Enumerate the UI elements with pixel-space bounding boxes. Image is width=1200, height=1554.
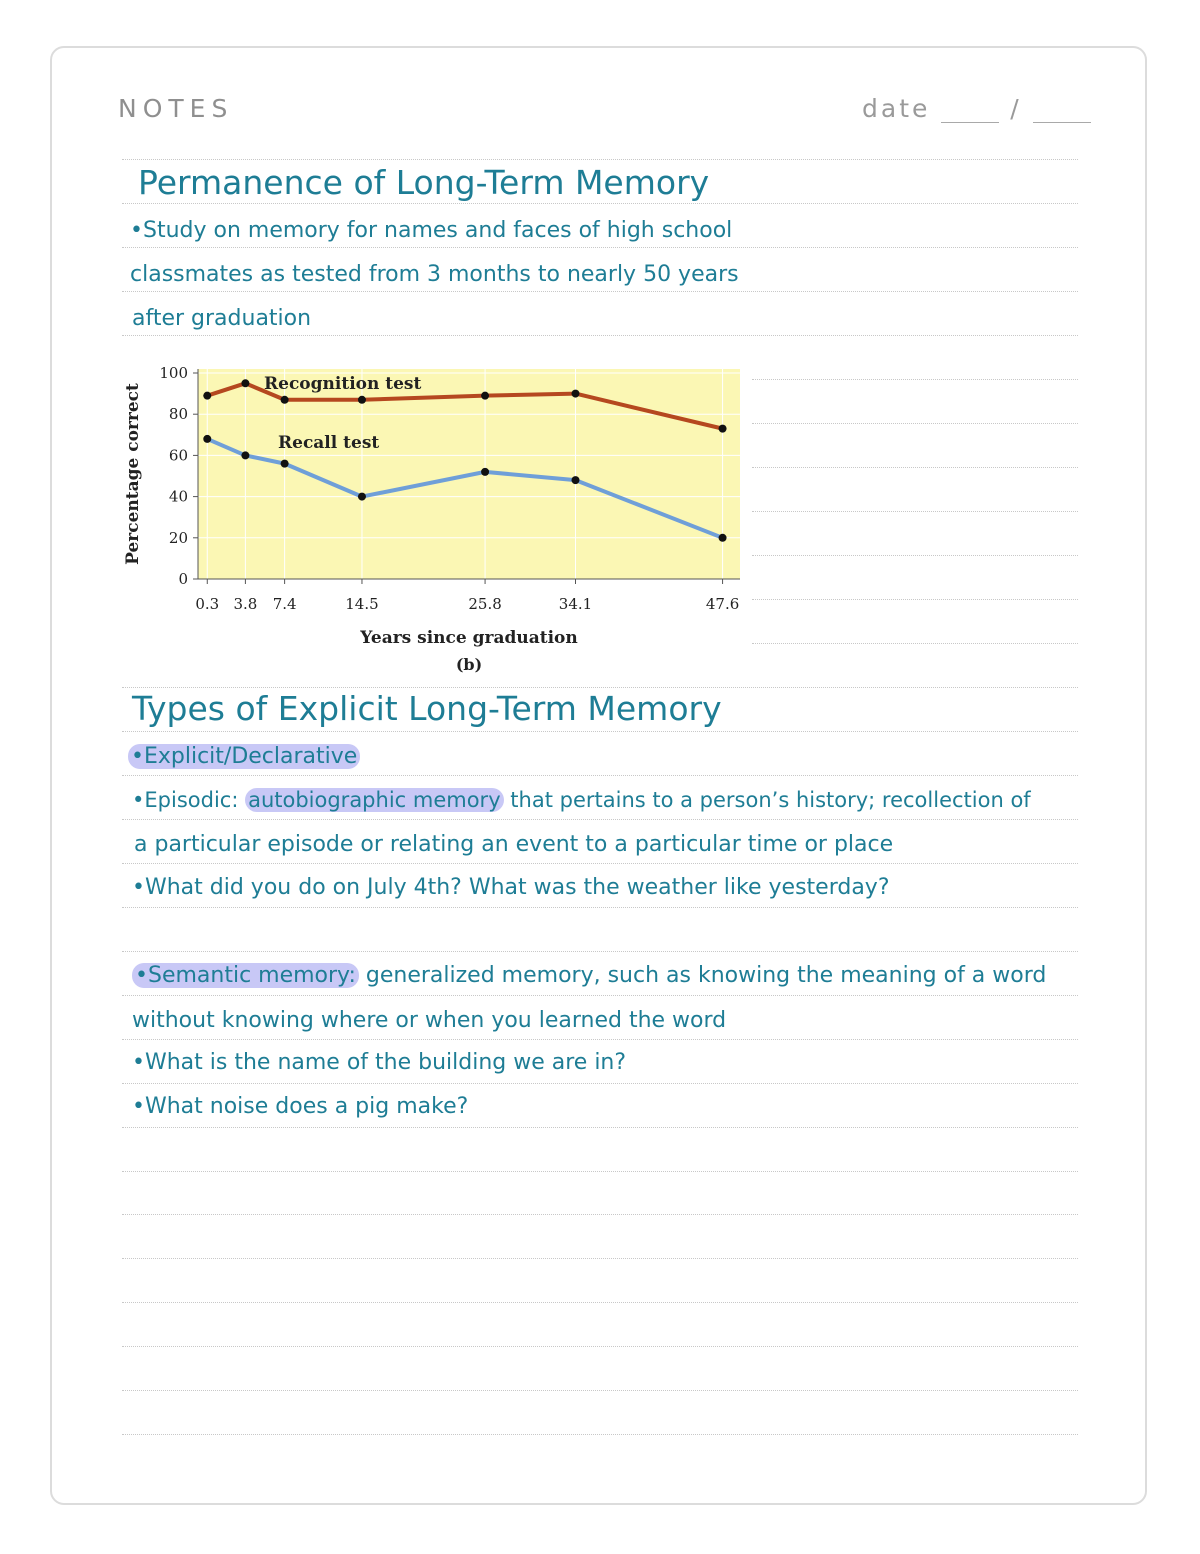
- highlight-semantic: •Semantic memory:: [132, 963, 359, 988]
- note-line-explicit: [128, 746, 360, 768]
- note-line: •What did you do on July 4th? What was the weather like yesterday?: [132, 875, 890, 900]
- data-point: [481, 392, 489, 400]
- highlight-explicit: •Explicit/Declarative: [128, 744, 360, 769]
- note-line: after graduation: [132, 306, 312, 331]
- data-point: [719, 534, 727, 542]
- data-point: [719, 425, 727, 433]
- data-point: [281, 460, 289, 468]
- data-point: [241, 451, 249, 459]
- section-title-types: Types of Explicit Long-Term Memory: [132, 689, 722, 728]
- data-point: [281, 396, 289, 404]
- ruled-line: [122, 731, 1078, 732]
- ruled-line: [122, 951, 1078, 952]
- note-line: classmates as tested from 3 months to nearly 50 years: [130, 262, 739, 287]
- y-tick-label: 20: [168, 528, 188, 547]
- note-line-episodic: [132, 790, 1031, 811]
- chart-caption: (b): [455, 655, 483, 674]
- notes-header-label: NOTES: [118, 94, 234, 123]
- ruled-line: [122, 1214, 1078, 1215]
- highlight-autobiographic: autobiographic memory: [245, 788, 504, 812]
- x-axis-label: Years since graduation: [360, 628, 578, 648]
- ruled-line: [752, 643, 1078, 644]
- y-tick-label: 60: [168, 446, 188, 465]
- ruled-line: [122, 1127, 1078, 1128]
- x-tick-label: 47.6: [705, 595, 740, 613]
- ruled-line: [122, 1434, 1078, 1435]
- ruled-line: [122, 335, 1078, 336]
- note-line: without knowing where or when you learned the word: [132, 1008, 727, 1033]
- semantic-rest: generalized memory, such as knowing the meaning of a word: [358, 963, 1047, 988]
- ruled-line: [122, 247, 1078, 248]
- data-point: [571, 476, 579, 484]
- ruled-line: [122, 819, 1078, 820]
- y-tick-label: 40: [168, 487, 188, 506]
- episodic-rest: that pertains to a person’s history; recollection of: [503, 788, 1031, 812]
- ruled-line: [752, 423, 1078, 424]
- series-label-recall: Recall test: [278, 433, 380, 453]
- ruled-line: [752, 467, 1078, 468]
- x-tick-label: 25.8: [468, 595, 502, 613]
- note-line: •Study on memory for names and faces of high school: [130, 218, 733, 243]
- section-title-permanence: Permanence of Long-Term Memory: [138, 163, 710, 202]
- data-point: [203, 392, 211, 400]
- x-tick-label: 0.3: [195, 595, 220, 613]
- ruled-line: [752, 599, 1078, 600]
- ruled-line: [122, 907, 1078, 908]
- y-tick-label: 80: [168, 405, 188, 424]
- ruled-line: [122, 1258, 1078, 1259]
- data-point: [571, 390, 579, 398]
- x-tick-label: 14.5: [345, 595, 379, 613]
- data-point: [358, 396, 366, 404]
- ruled-line: [752, 555, 1078, 556]
- note-line-semantic: [132, 965, 1046, 987]
- x-tick-label: 3.8: [233, 595, 258, 613]
- ruled-line: [122, 1039, 1078, 1040]
- series-label-recognition: Recognition test: [264, 374, 422, 394]
- ruled-line: [122, 1302, 1078, 1303]
- data-point: [358, 493, 366, 501]
- ruled-line: [122, 863, 1078, 864]
- ruled-line: [122, 291, 1078, 292]
- ruled-line: [752, 379, 1078, 380]
- x-tick-label: 34.1: [558, 595, 593, 613]
- date-blank-2: [1033, 100, 1091, 123]
- x-tick-label: 7.4: [272, 595, 297, 613]
- y-axis-label: Percentage correct: [123, 383, 143, 565]
- data-point: [481, 468, 489, 476]
- ruled-line: [122, 1346, 1078, 1347]
- ruled-line: [122, 775, 1078, 776]
- episodic-prefix: •Episodic:: [132, 788, 246, 812]
- date-field: [862, 94, 1091, 123]
- ruled-line: [122, 1171, 1078, 1172]
- note-line: •What is the name of the building we are in?: [132, 1050, 627, 1075]
- date-blank-1: [941, 100, 999, 123]
- date-label: date: [862, 94, 931, 123]
- ruled-line: [752, 511, 1078, 512]
- data-point: [203, 435, 211, 443]
- y-tick-label: 100: [159, 364, 188, 382]
- memory-retention-chart: [118, 360, 748, 680]
- ruled-line: [122, 687, 1078, 688]
- note-line: •What noise does a pig make?: [132, 1094, 469, 1119]
- ruled-line: [122, 1083, 1078, 1084]
- date-separator: /: [1010, 94, 1022, 123]
- data-point: [241, 379, 249, 387]
- ruled-line: [122, 203, 1078, 204]
- ruled-line: [122, 1390, 1078, 1391]
- ruled-line: [122, 159, 1078, 160]
- y-tick-label: 0: [178, 570, 188, 588]
- note-line: a particular episode or relating an event to a particular time or place: [134, 832, 894, 857]
- ruled-line: [122, 995, 1078, 996]
